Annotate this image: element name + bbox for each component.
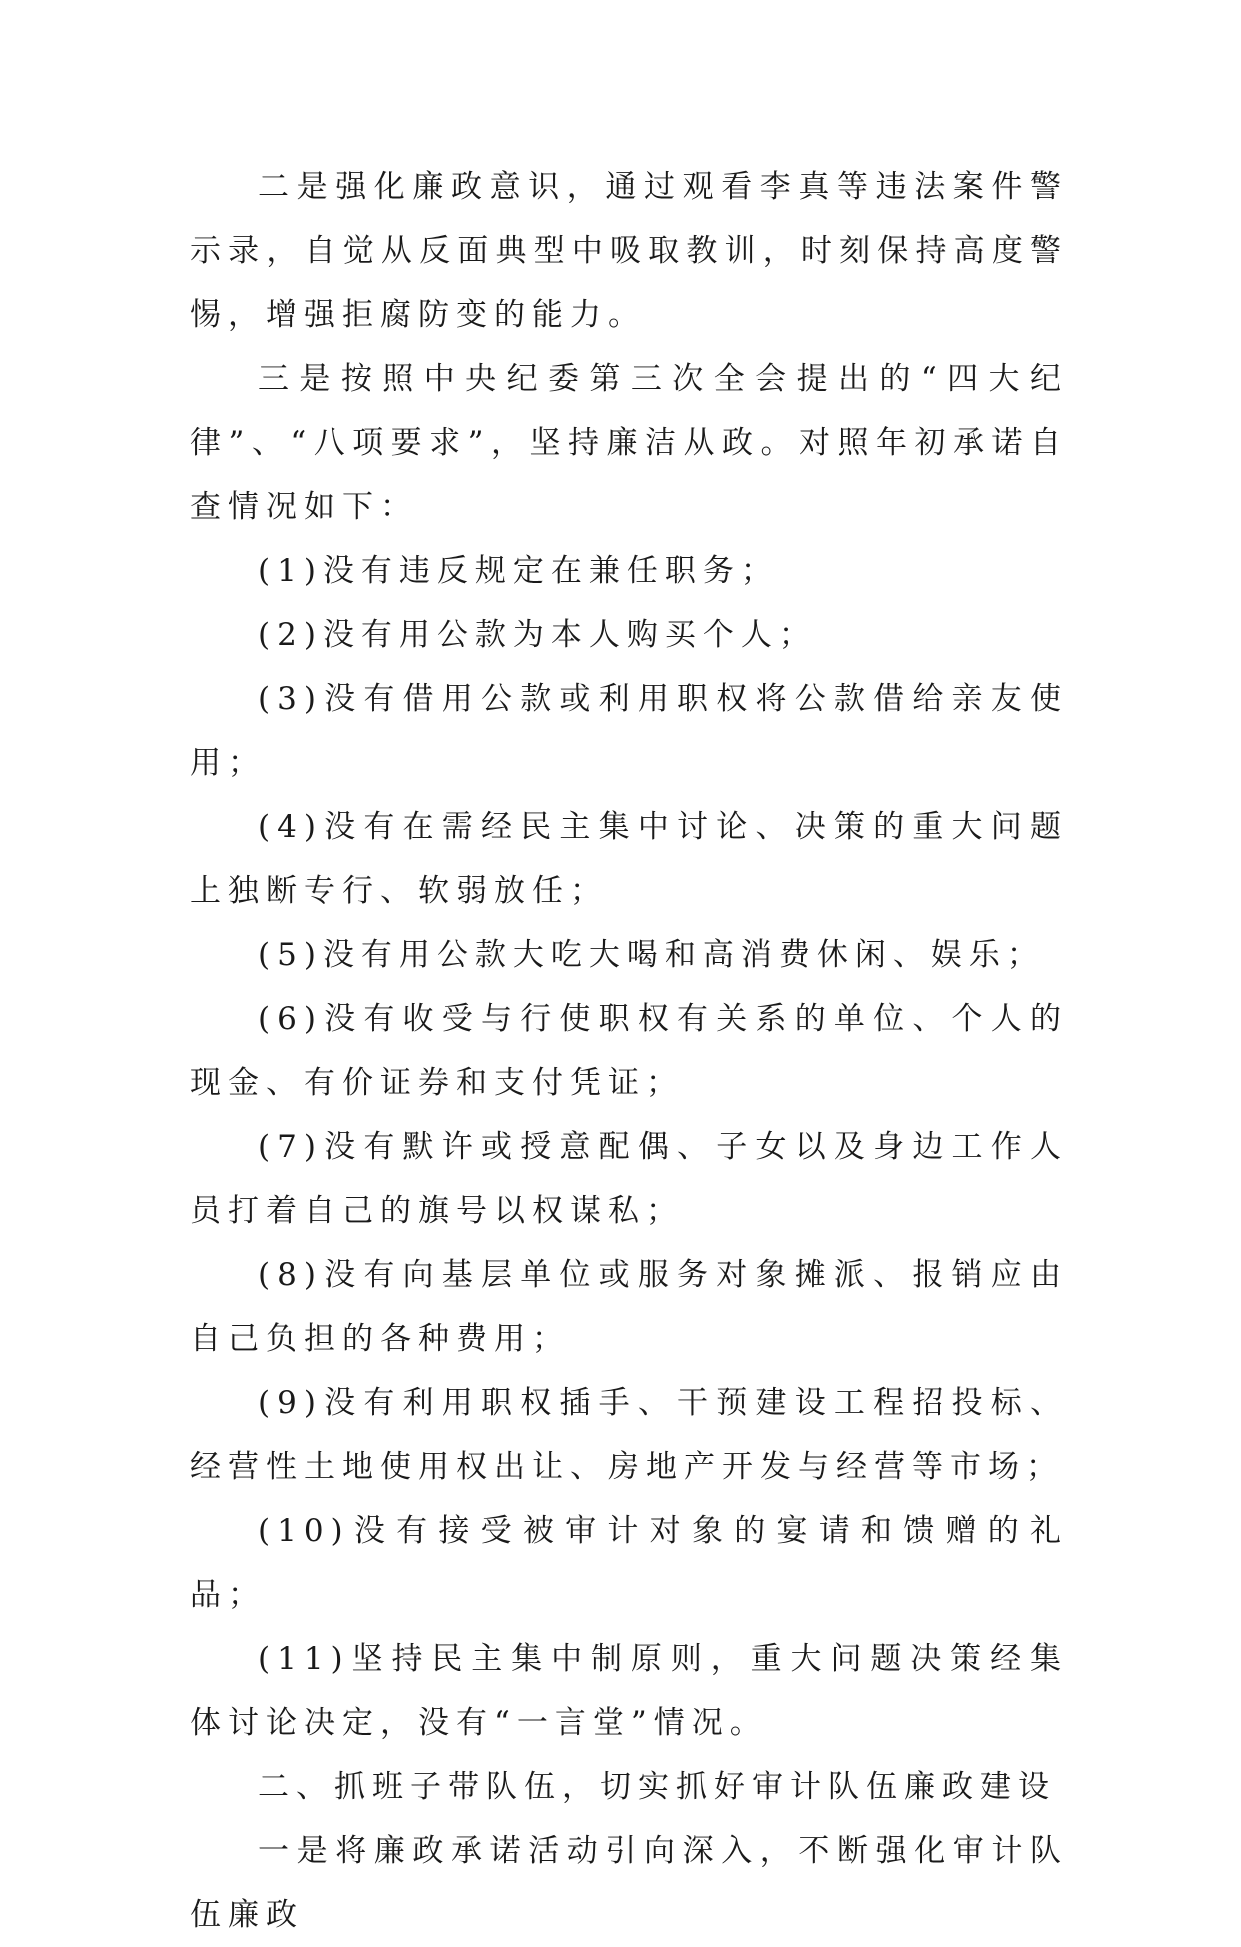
paragraph-awareness: 二是强化廉政意识，通过观看李真等违法案件警示录，自觉从反面典型中吸取教训，时刻保持高度警惕，增强拒腐防变的能力。 <box>190 169 1068 333</box>
list-item: (9)没有利用职权插手、干预建设工程招投标、经营性土地使用权出让、房地产开发与经营等市场； <box>190 1385 1068 1485</box>
paragraph-commitment: 一是将廉政承诺活动引向深入，不断强化审计队伍廉政 <box>190 1833 1068 1933</box>
list-item: (3)没有借用公款或利用职权将公款借给亲友使用； <box>190 681 1068 781</box>
paragraph-discipline: 三是按照中央纪委第三次全会提出的“四大纪律”、“八项要求”，坚持廉洁从政。对照年初承诺自查情况如下： <box>190 361 1068 525</box>
list-item: (4)没有在需经民主集中讨论、决策的重大问题上独断专行、软弱放任； <box>190 809 1068 909</box>
document-page <box>190 155 1068 1947</box>
list-item: (5)没有用公款大吃大喝和高消费休闲、娱乐； <box>258 937 1045 973</box>
list-item: (11)坚持民主集中制原则，重大问题决策经集体讨论决定，没有“一言堂”情况。 <box>190 1641 1068 1741</box>
list-item: (8)没有向基层单位或服务对象摊派、报销应由自己负担的各种费用； <box>190 1257 1068 1357</box>
list-item: (7)没有默许或授意配偶、子女以及身边工作人员打着自己的旗号以权谋私； <box>190 1129 1068 1229</box>
list-item: (10)没有接受被审计对象的宴请和馈赠的礼品； <box>190 1513 1068 1613</box>
section-heading: 二、抓班子带队伍，切实抓好审计队伍廉政建设 <box>258 1769 1056 1805</box>
list-item: (2)没有用公款为本人购买个人； <box>258 617 817 653</box>
list-item: (1)没有违反规定在兼任职务； <box>258 553 779 589</box>
list-item: (6)没有收受与行使职权有关系的单位、个人的现金、有价证券和支付凭证； <box>190 1001 1068 1101</box>
